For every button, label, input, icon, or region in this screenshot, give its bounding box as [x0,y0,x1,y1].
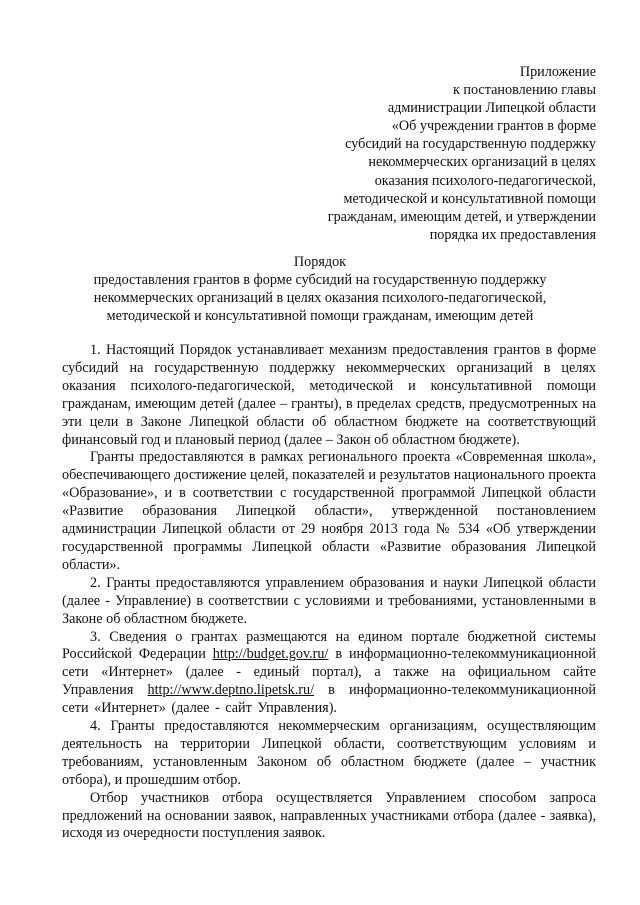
appendix-line: к постановлению главы [452,82,596,99]
paragraph-1: 1. Настоящий Порядок устанавливает механизм предоставления грантов в форме субсидий на государственную поддержку некоммерческих организаций в целях оказания психолого-педагогической, методической и консультативной помощи гражданам, имеющим детей (далее – гранты), в пределах средств, предусмотренных на эти цели в Законе Липецкой области об областном бюджете на соответствующий финансовый год и плановый период (далее – Закон об областном бюджете). [62,342,596,448]
department-site-link[interactable]: http://www.deptno.lipetsk.ru/ [147,682,315,699]
appendix-header [256,63,596,244]
title-subtitle-line: методической и консультативной помощи гражданам, имеющим детей [106,308,534,325]
appendix-line: порядка их предоставления [429,226,596,243]
appendix-line: методической и консультативной помощи [343,190,596,207]
appendix-line: оказания психолого-педагогической, [374,172,596,189]
document-title [40,253,600,325]
appendix-line: субсидий на государственную поддержку [345,136,596,153]
appendix-line: гражданам, имеющим детей, и утверждении [327,208,596,225]
appendix-line: «Об учреждении грантов в форме [391,118,596,135]
paragraph-4-text-middle: в информационно-телекоммуникационной сети «Интернет» (далее - единый портал), а также на официальном сайте Управления [62,646,596,699]
budget-portal-link[interactable]: http://budget.gov.ru/ [212,646,329,663]
paragraph-3: 2. Гранты предоставляются управлением образования и науки Липецкой области (далее - Управление) в соответствии с условиями и требованиями, установленными в Законе об областном бюджете. [62,574,596,627]
appendix-line: Приложение [519,64,596,80]
paragraph-5: 4. Гранты предоставляются некоммерческим организациям, осуществляющим деятельность на территории Липецкой области, соответствующим условиям и требованиям, установленным Законом об областном бюджете (далее – участник отбора), и прошедшим отбор. [62,718,596,788]
title-subtitle-line: некоммерческих организаций в целях оказания психолого-педагогической, [93,290,547,307]
paragraph-6: Отбор участников отбора осуществляется Управлением способом запроса предложений на основании заявок, направленных участниками отбора (далее - заявка), исходя из очередности поступления заявок. [62,789,596,842]
paragraph-2: Гранты предоставляются в рамках регионального проекта «Современная школа», обеспечивающего достижение целей, показателей и результатов национального проекта «Образование», и в соответствии с государственной программой Липецкой области «Развитие образования Липецкой области», утвержденной постановлением администрации Липецкой области от 29 ноября 2013 года № 534 «Об утверждении государственной программы Липецкой области «Развитие образования Липецкой области». [62,449,596,573]
title-subtitle-line: предоставления грантов в форме субсидий на государственную поддержку [93,272,547,289]
paragraph-4 [62,629,596,719]
title-heading: Порядок [293,254,347,270]
appendix-line: некоммерческих организаций в целях [368,154,596,171]
document-body [62,342,596,843]
appendix-line: администрации Липецкой области [387,100,596,117]
paragraph-4-text-start: 3. Сведения о грантах размещаются на едином портале бюджетной системы Российской Федерации [62,628,596,663]
paragraph-4-text-end: в информационно-телекоммуникационной сети «Интернет» (далее - сайт Управления). [62,682,596,717]
